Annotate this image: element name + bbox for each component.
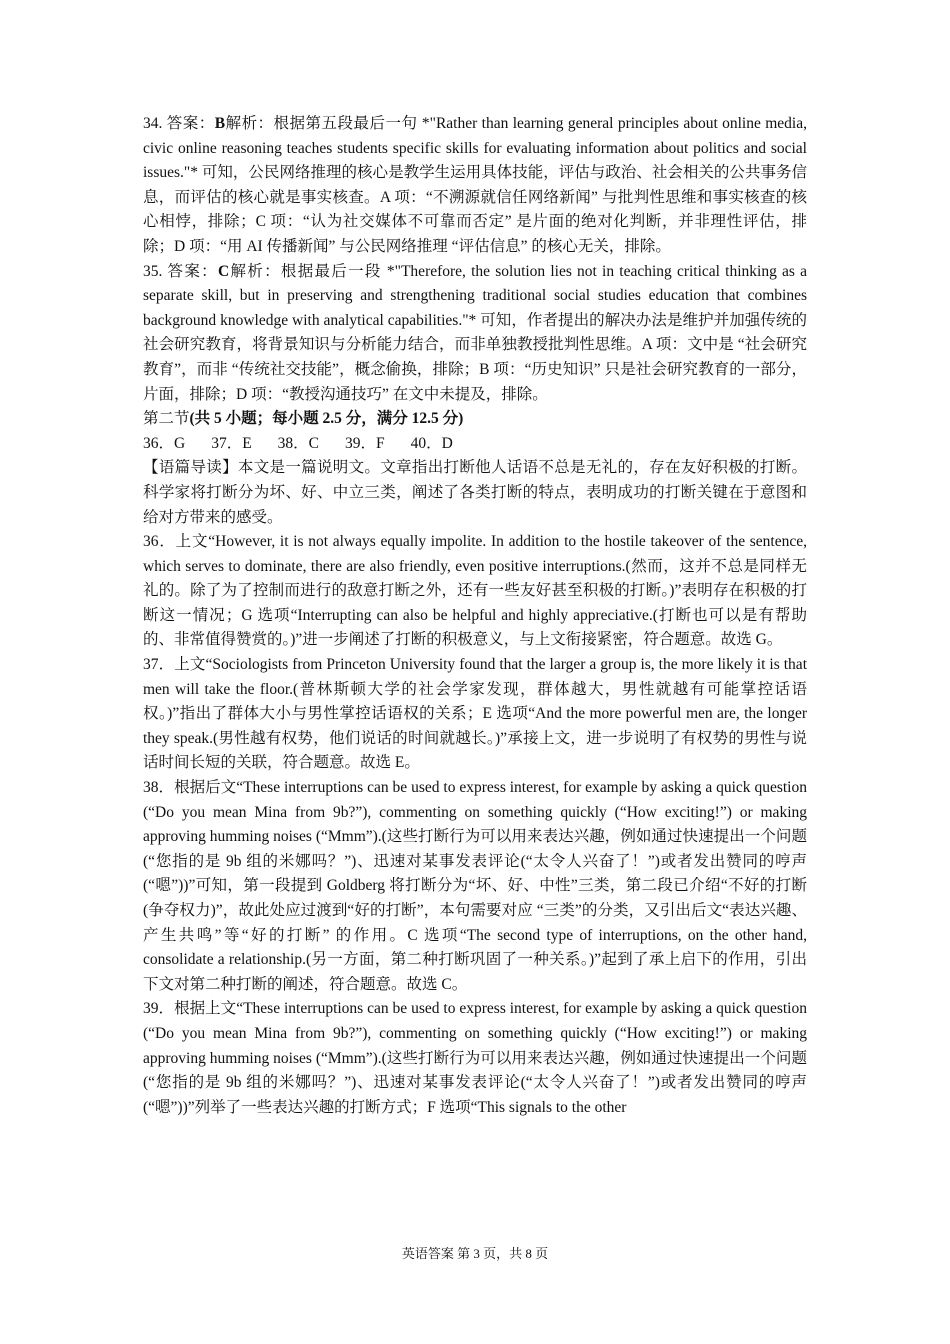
answer-36: 36．G (143, 434, 186, 452)
q38-explanation: 38．根据后文“These interruptions can be used to express interest, for example by asking a quick question (“Do you mean Mina from 9b?”), commenting on something quickly (“How exciting!”) or making approving humming noises (“Mmm”).(这些打断行为可以用来表达兴趣，例如通过快速提出一个问题(“您指的是 9b 组的米娜吗？”)、迅速对某事发表评论(“太令人兴奋了！”)或者发出赞同的哼声(“嗯”))”可知，第一段提到 Goldberg 将打断分为“坏、好、中性”三类，第二段已介绍“不好的打断(争夺权力)”，故此处应过渡到“好的打断”，本句需要对应 “三类”的分类，又引出后文“表达兴趣、产生共鸣”等“好的打断” 的作用。C 选项“The second type of interruptions, on the other hand, consolidate a relationship.(另一方面，第二种打断巩固了一种关系。)”起到了承上启下的作用，引出下文对第二种打断的阐述，符合题意。故选 C。 (143, 779, 807, 993)
q35-lead: 35. 答案： (143, 262, 218, 280)
answer-37: 37．E (211, 434, 252, 452)
q34-paragraph (143, 112, 807, 260)
q34-explanation: 解析：根据第五段最后一句 *"Rather than learning general principles about online media, civic online reasoning teaches students specific skills for evaluating information about politics and social issues."* 可知，公民网络推理的核心是教学生运用具体技能，评估与政治、社会相关的公共事务信息，而评估的核心就是事实核查。A 项：“不溯源就信任网络新闻” 与批判性思维和事实核查的核心相悖，排除；C 项：“认为社交媒体不可靠而否定” 是片面的绝对化判断，并非理性评估，排除；D 项：“用 AI 传播新闻” 与公民网络推理 “评估信息” 的核心无关，排除。 (143, 115, 807, 255)
passage-guide: 【语篇导读】本文是一篇说明文。文章指出打断他人话语不总是无礼的，存在友好积极的打断。科学家将打断分为坏、好、中立三类，阐述了各类打断的特点，表明成功的打断关键在于意图和给对方带来的感受。 (143, 459, 807, 526)
q35-explanation: 解析：根据最后一段 *"Therefore, the solution lies not in teaching critical thinking as a separate skill, but in preserving and strengthening traditional social studies education that combines background knowledge with analytical capabilities."* 可知，作者提出的解决办法是维护并加强传统的社会研究教育，将背景知识与分析能力结合，而非单独教授批判性思维。A 项：文中是 “社会研究教育”，而非 “传统社交技能”，概念偷换，排除；B 项：“历史知识” 只是社会研究教育的一部分，片面，排除；D 项：“教授沟通技巧” 在文中未提及，排除。 (143, 262, 807, 403)
answer-key-row (143, 432, 807, 457)
answer-39: 39．F (345, 434, 385, 452)
section-heading (143, 407, 807, 432)
q35-answer: C (217, 262, 230, 280)
q34-answer: B (214, 115, 226, 132)
section-prefix: 第二节 (143, 410, 190, 428)
q37-explanation: 37．上文“Sociologists from Princeton University found that the larger a group is, the more likely it is that men will take the floor.(普林斯顿大学的社会学家发现，群体越大，男性就越有可能掌控话语权。)”指出了群体大小与男性掌控话语权的关系；E 选项“And the more powerful men are, the longer they speak.(男性越有权势，他们说话的时间就越长。)”承接上文，进一步说明了有权势的男性与说话时间长短的关联，符合题意。故选 E。 (143, 656, 807, 772)
answer-40: 40．D (410, 434, 453, 452)
q34-lead: 34. 答案： (143, 115, 215, 132)
q36-explanation: 36．上文“However, it is not always equally impolite. In addition to the hostile takeover of the sentence, which serves to dominate, there are also friendly, even positive interruptions.(然而，这并不总是同样无礼的。除了为了控制而进行的敌意打断之外，还有一些友好甚至积极的打断。)”表明存在积极的打断这一情况；G 选项“Interrupting can also be helpful and highly appreciative.(打断也可以是有帮助的、非常值得赞赏的。)”进一步阐述了打断的积极意义，与上文衔接紧密，符合题意。故选 G。 (143, 533, 807, 649)
answer-document (143, 112, 807, 1120)
q39-explanation: 39．根据上文“These interruptions can be used to express interest, for example by asking a quick question (“Do you mean Mina from 9b?”), commenting on something quickly (“How exciting!”) or making approving humming noises (“Mmm”).(这些打断行为可以用来表达兴趣，例如通过快速提出一个问题(“您指的是 9b 组的米娜吗？”)、迅速对某事发表评论(“太令人兴奋了！”)或者发出赞同的哼声(“嗯”))”列举了一些表达兴趣的打断方式；F 选项“This signals to the other (143, 1000, 807, 1116)
q35-paragraph (143, 260, 807, 408)
answer-38: 38．C (277, 434, 320, 452)
page-footer: 英语答案 第 3 页，共 8 页 (401, 1246, 549, 1261)
section-detail: (共 5 小题；每小题 2.5 分，满分 12.5 分) (189, 410, 464, 428)
